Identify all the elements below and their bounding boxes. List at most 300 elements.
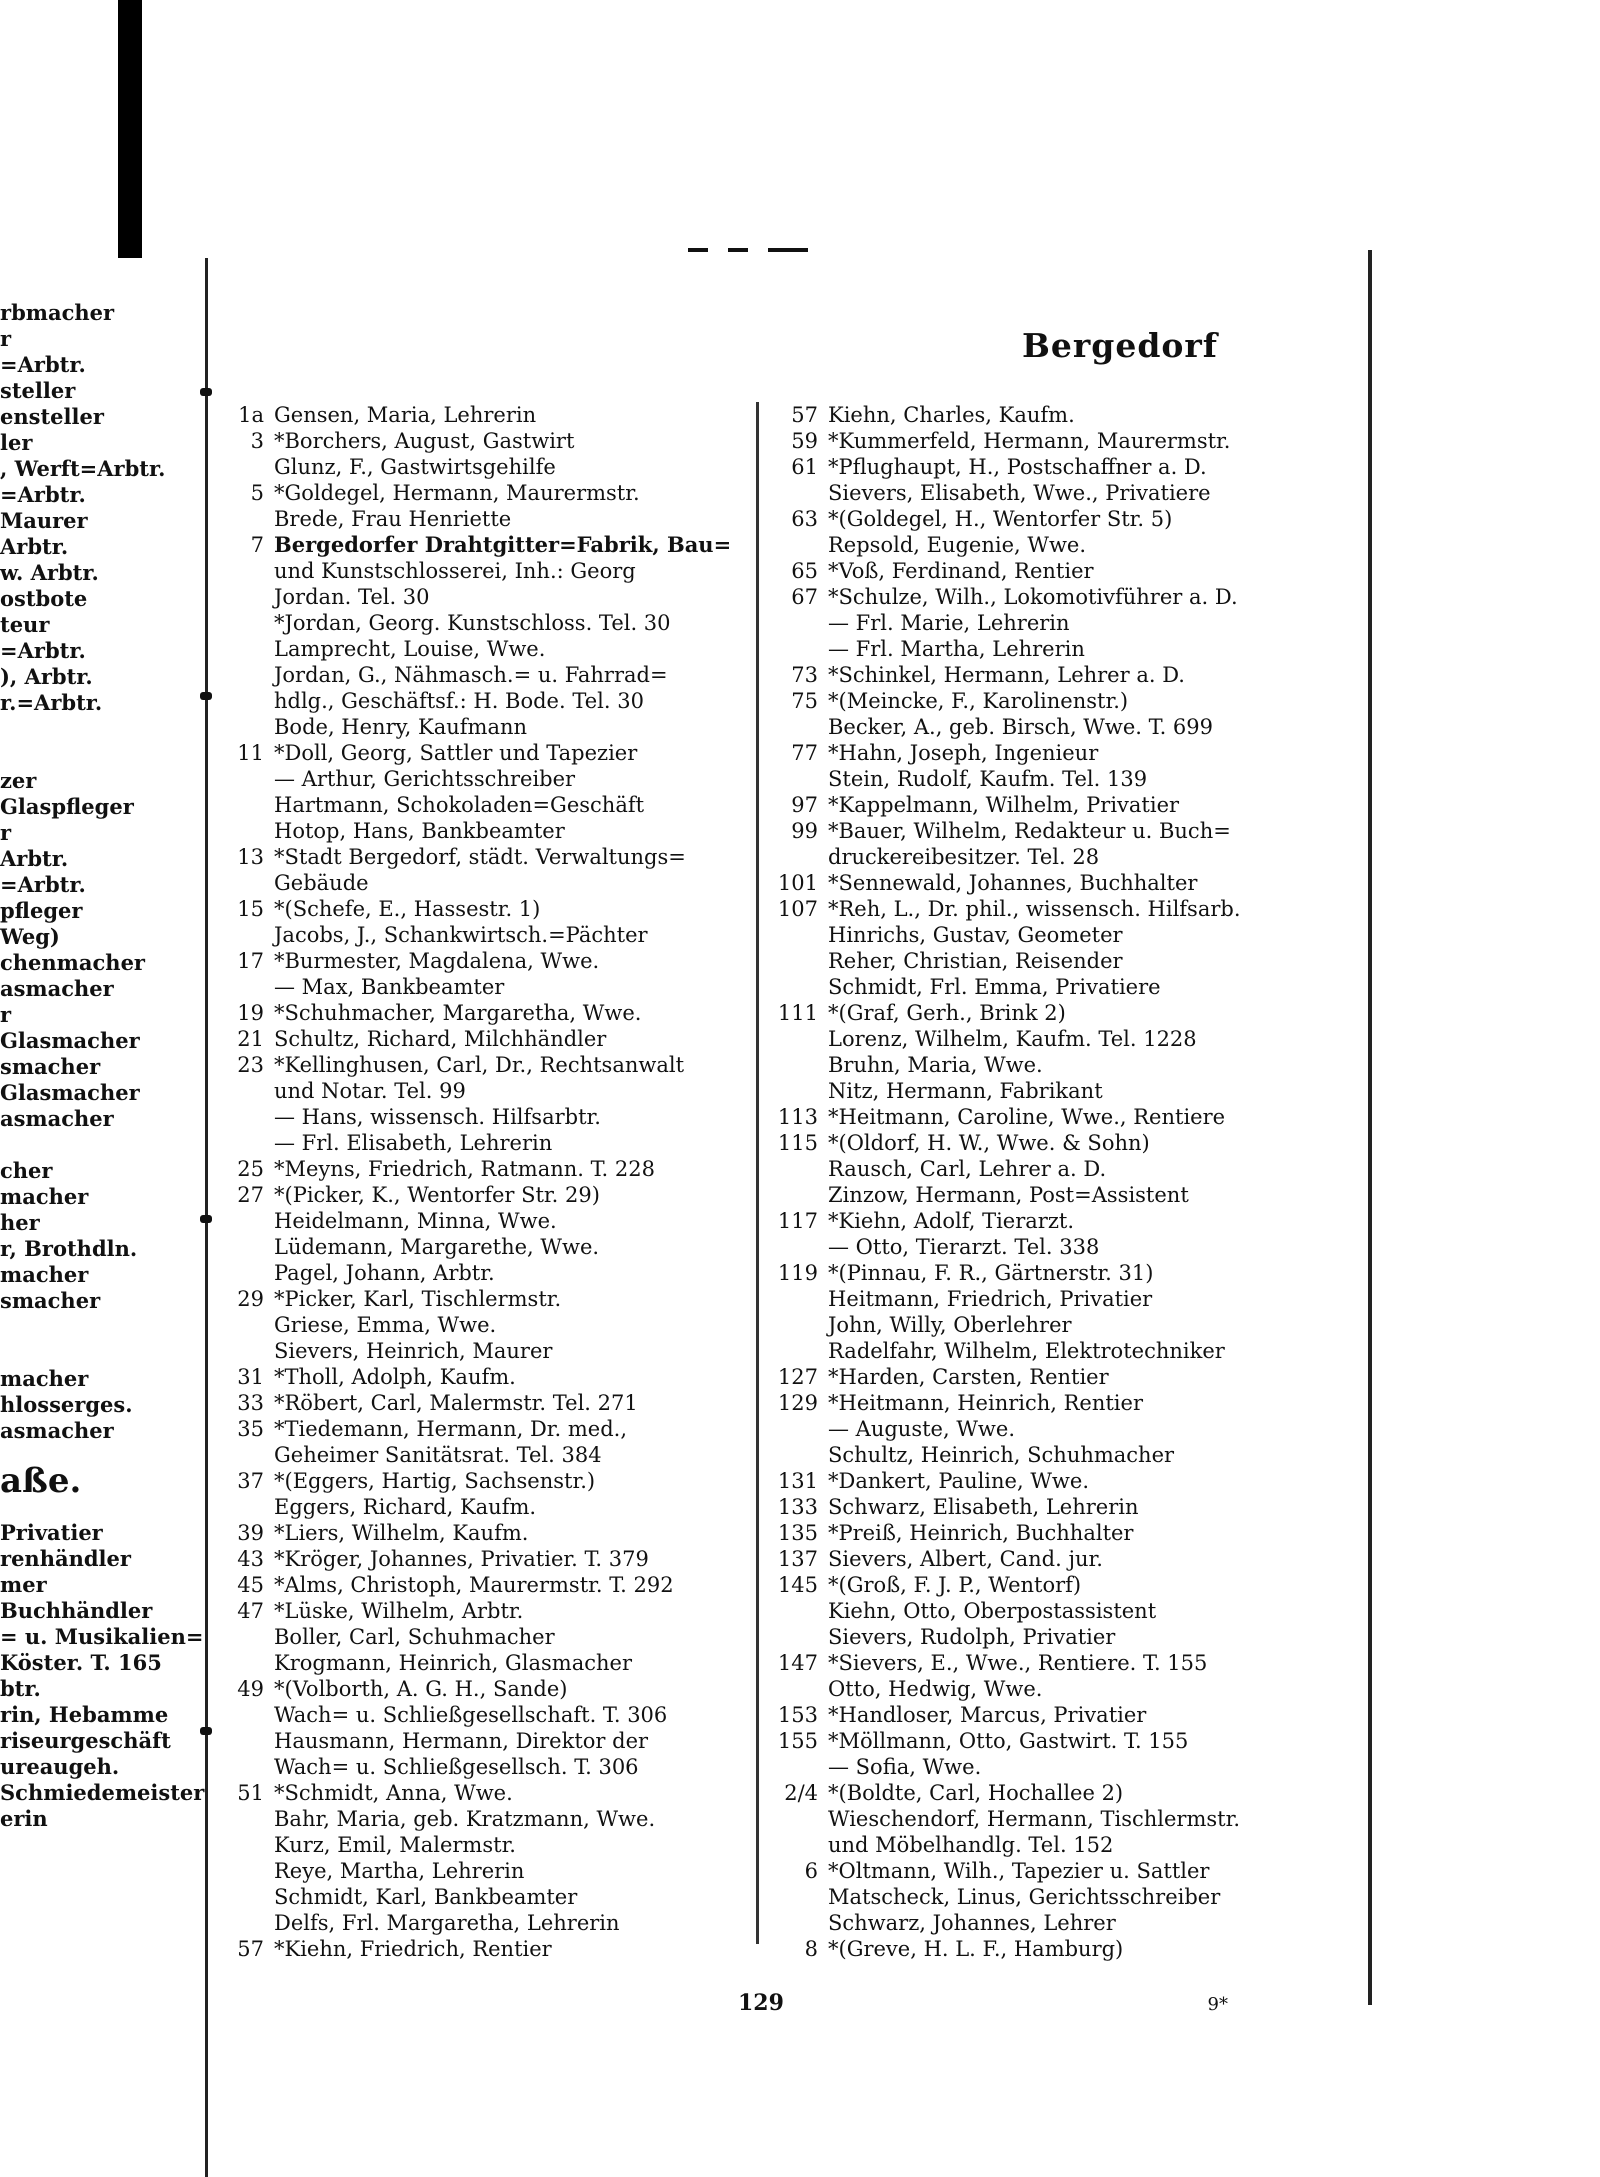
directory-entry [764,714,1364,740]
print-mark [688,248,708,252]
resident-text: *Goldegel, Hermann, Maurermstr. [274,481,640,505]
directory-entry [764,1494,1364,1520]
house-number: 117 [777,1209,818,1233]
resident-text: hdlg., Geschäftsf.: H. Bode. Tel. 30 [274,689,644,713]
resident-text: druckereibesitzer. Tel. 28 [828,845,1100,869]
scan-edge-strip [118,0,142,262]
directory-entry [764,740,1364,766]
directory-entry [764,402,1364,428]
resident-text: *(Pinnau, F. R., Gärtnerstr. 31) [828,1261,1154,1285]
house-number: 111 [777,1001,818,1025]
resident-text: *Dankert, Pauline, Wwe. [828,1469,1089,1493]
facing-page-line: =Arbtr. [0,638,86,663]
facing-page-line: asmacher [0,1418,114,1443]
directory-entry [220,714,750,740]
resident-text: Matscheck, Linus, Gerichtsschreiber [828,1885,1221,1909]
house-number: 131 [777,1469,818,1493]
directory-entry [220,480,750,506]
resident-text: Sievers, Elisabeth, Wwe., Privatiere [828,481,1211,505]
resident-text: Wach= u. Schließgesellschaft. T. 306 [274,1703,668,1727]
resident-text: Reher, Christian, Reisender [828,949,1123,973]
house-number: 119 [777,1261,818,1285]
directory-entry [764,1884,1364,1910]
facing-page-line: smacher [0,1288,101,1313]
resident-text: *Hahn, Joseph, Ingenieur [828,741,1099,765]
facing-page-line: Arbtr. [0,846,69,871]
directory-entry [764,1546,1364,1572]
house-number: 15 [237,897,264,921]
directory-entry [220,1052,750,1078]
house-number: 11 [237,741,264,765]
facing-page-line: btr. [0,1676,41,1701]
facing-page-line: r [0,326,12,351]
resident-text: — Frl. Marie, Lehrerin [828,611,1070,635]
directory-entry [764,1442,1364,1468]
resident-text: *(Greve, H. L. F., Hamburg) [828,1937,1124,1961]
house-number: 73 [791,663,818,687]
resident-text: Schmidt, Frl. Emma, Privatiere [828,975,1161,999]
directory-entry [764,948,1364,974]
resident-text: Delfs, Frl. Margaretha, Lehrerin [274,1911,620,1935]
house-number: 2/4 [784,1781,818,1805]
facing-page-line: Weg) [0,924,60,949]
resident-text: Gensen, Maria, Lehrerin [274,403,537,427]
house-number: 63 [791,507,818,531]
facing-page-line: macher [0,1262,89,1287]
directory-entry [764,1910,1364,1936]
facing-page-line: Arbtr. [0,534,69,559]
directory-entry [764,662,1364,688]
directory-entry [764,1598,1364,1624]
facing-page-line: Privatier [0,1520,103,1545]
directory-entry [764,1780,1364,1806]
house-number: 115 [777,1131,818,1155]
directory-entry [220,636,750,662]
resident-text: Schultz, Heinrich, Schuhmacher [828,1443,1175,1467]
directory-entry [220,1156,750,1182]
resident-text: *(Meincke, F., Karolinenstr.) [828,689,1129,713]
resident-text: *Stadt Bergedorf, städt. Verwaltungs= [274,845,686,869]
resident-text: und Notar. Tel. 99 [274,1079,466,1103]
facing-page-line: ler [0,430,33,455]
signature-mark: 9* [1207,1994,1228,2015]
resident-text: Bahr, Maria, geb. Kratzmann, Wwe. [274,1807,656,1831]
directory-entry [764,1390,1364,1416]
directory-entry [220,1624,750,1650]
directory-entry [220,1260,750,1286]
house-number: 101 [777,871,818,895]
directory-entry [220,948,750,974]
resident-text: Reye, Martha, Lehrerin [274,1859,525,1883]
directory-entry [220,1364,750,1390]
directory-entry [764,1182,1364,1208]
resident-text: *Schmidt, Anna, Wwe. [274,1781,513,1805]
resident-text: Sievers, Albert, Cand. jur. [828,1547,1103,1571]
facing-page-line: =Arbtr. [0,482,86,507]
directory-entry [764,1234,1364,1260]
house-number: 107 [777,897,818,921]
directory-entry [220,1208,750,1234]
resident-text: *Tiedemann, Hermann, Dr. med., [274,1417,628,1441]
house-number: 23 [237,1053,264,1077]
resident-text: Nitz, Hermann, Fabrikant [828,1079,1103,1103]
directory-entry [764,1416,1364,1442]
directory-entry [220,1520,750,1546]
resident-text: Schwarz, Johannes, Lehrer [828,1911,1116,1935]
facing-page-line: macher [0,1184,89,1209]
resident-text: Stein, Rudolf, Kaufm. Tel. 139 [828,767,1148,791]
resident-text: Wieschendorf, Hermann, Tischlermstr. [828,1807,1240,1831]
facing-page-line: Glasmacher [0,1028,140,1053]
directory-entry [764,558,1364,584]
directory-entry [220,610,750,636]
house-number: 75 [791,689,818,713]
house-number: 21 [237,1027,264,1051]
resident-text: *Oltmann, Wilh., Tapezier u. Sattler [828,1859,1210,1883]
directory-entry [764,1286,1364,1312]
directory-entry [764,1858,1364,1884]
resident-text: *Röbert, Carl, Malermstr. Tel. 271 [274,1391,638,1415]
directory-entry [220,506,750,532]
resident-text: *Alms, Christoph, Maurermstr. T. 292 [274,1573,674,1597]
resident-text: — Max, Bankbeamter [274,975,505,999]
directory-entry [764,1754,1364,1780]
directory-entry [764,584,1364,610]
resident-text: *(Groß, F. J. P., Wentorf) [828,1573,1082,1597]
house-number: 45 [237,1573,264,1597]
resident-text: Lüdemann, Margarethe, Wwe. [274,1235,600,1259]
print-mark [768,248,808,252]
binding-stitch [200,1215,212,1223]
resident-text: und Kunstschlosserei, Inh.: Georg [274,559,636,583]
resident-text: Kiehn, Charles, Kaufm. [828,403,1075,427]
column-divider [756,402,759,1944]
directory-entry [764,1936,1364,1962]
directory-entry [220,1702,750,1728]
resident-text: Schwarz, Elisabeth, Lehrerin [828,1495,1139,1519]
directory-entry [764,1676,1364,1702]
resident-text: — Auguste, Wwe. [828,1417,1015,1441]
resident-text: *(Volborth, A. G. H., Sande) [274,1677,568,1701]
directory-entry [220,1546,750,1572]
resident-text: *Tholl, Adolph, Kaufm. [274,1365,516,1389]
directory-entry [220,1598,750,1624]
binding-stitch [200,1727,212,1735]
house-number: 97 [791,793,818,817]
resident-text: *Kappelmann, Wilhelm, Privatier [828,793,1180,817]
facing-page-line: Köster. T. 165 [0,1650,162,1675]
directory-entry [220,1442,750,1468]
house-number: 137 [777,1547,818,1571]
facing-page-line: erin [0,1806,48,1831]
directory-entry [220,766,750,792]
facing-page-line: ostbote [0,586,88,611]
directory-entry [764,1832,1364,1858]
resident-text: *Liers, Wilhelm, Kaufm. [274,1521,529,1545]
resident-text: Eggers, Richard, Kaufm. [274,1495,537,1519]
directory-entry [220,532,750,558]
directory-entry [220,428,750,454]
house-number: 8 [804,1937,818,1961]
directory-entry [220,1858,750,1884]
house-number: 17 [237,949,264,973]
directory-entry [220,1104,750,1130]
directory-entry [764,1624,1364,1650]
house-number: 31 [237,1365,264,1389]
house-number: 37 [237,1469,264,1493]
resident-text: *Preiß, Heinrich, Buchhalter [828,1521,1134,1545]
resident-text: *(Graf, Gerh., Brink 2) [828,1001,1066,1025]
facing-page-line: her [0,1210,40,1235]
resident-text: *Heitmann, Heinrich, Rentier [828,1391,1143,1415]
directory-entry [220,1884,750,1910]
resident-text: *Kummerfeld, Hermann, Maurermstr. [828,429,1231,453]
resident-text: Hinrichs, Gustav, Geometer [828,923,1123,947]
resident-text: *Kiehn, Friedrich, Rentier [274,1937,552,1961]
resident-text: *Kellinghusen, Carl, Dr., Rechtsanwalt [274,1053,685,1077]
directory-entry [220,558,750,584]
resident-text: Lamprecht, Louise, Wwe. [274,637,546,661]
directory-entry [764,1052,1364,1078]
resident-text: Radelfahr, Wilhelm, Elektrotechniker [828,1339,1225,1363]
directory-entry [220,1390,750,1416]
resident-text: — Otto, Tierarzt. Tel. 338 [828,1235,1100,1259]
facing-page-line: asmacher [0,1106,114,1131]
house-number: 5 [250,481,264,505]
binding-stitch [200,388,212,396]
resident-text: Kurz, Emil, Malermstr. [274,1833,516,1857]
directory-entry [220,402,750,428]
facing-page-line: ), Arbtr. [0,664,93,689]
print-mark [728,248,748,252]
resident-text: *Sievers, E., Wwe., Rentiere. T. 155 [828,1651,1208,1675]
facing-page-line: Glaspfleger [0,794,134,819]
directory-entry [220,1676,750,1702]
directory-entry [764,1520,1364,1546]
resident-text: Wach= u. Schließgesellsch. T. 306 [274,1755,639,1779]
house-number: 77 [791,741,818,765]
house-number: 6 [804,1859,818,1883]
resident-text: *Kröger, Johannes, Privatier. T. 379 [274,1547,649,1571]
directory-entry [220,1338,750,1364]
directory-entry [220,1754,750,1780]
house-number: 39 [237,1521,264,1545]
house-number: 49 [237,1677,264,1701]
house-number: 29 [237,1287,264,1311]
house-number: 113 [777,1105,818,1129]
directory-entry [764,1650,1364,1676]
resident-text: *Heitmann, Caroline, Wwe., Rentiere [828,1105,1226,1129]
directory-entry [764,1338,1364,1364]
resident-text: Boller, Carl, Schuhmacher [274,1625,555,1649]
resident-text: Krogmann, Heinrich, Glasmacher [274,1651,632,1675]
facing-page-line: Schmiedemeister [0,1780,205,1805]
facing-page-line: riseurgeschäft [0,1728,171,1753]
resident-text: Bergedorfer Drahtgitter=Fabrik, Bau= [274,532,732,557]
resident-text: Sievers, Rudolph, Privatier [828,1625,1116,1649]
facing-page-heading: aße. [0,1461,82,1501]
resident-text: Griese, Emma, Wwe. [274,1313,497,1337]
facing-page-line: teur [0,612,50,637]
directory-entry [764,896,1364,922]
facing-page-line: , Werft=Arbtr. [0,456,166,481]
resident-text: Jordan. Tel. 30 [274,585,430,609]
resident-text: *Schinkel, Hermann, Lehrer a. D. [828,663,1185,687]
directory-entry [764,1468,1364,1494]
resident-text: *Picker, Karl, Tischlermstr. [274,1287,562,1311]
resident-text: *Burmester, Magdalena, Wwe. [274,949,600,973]
resident-text: *Schulze, Wilh., Lokomotivführer a. D. [828,585,1238,609]
directory-entry [764,688,1364,714]
resident-text: *(Eggers, Hartig, Sachsenstr.) [274,1469,596,1493]
directory-entry [220,792,750,818]
resident-text: *Voß, Ferdinand, Rentier [828,559,1094,583]
directory-column-left [220,402,750,1982]
directory-entry [764,766,1364,792]
facing-page-line: r.=Arbtr. [0,690,103,715]
house-number: 19 [237,1001,264,1025]
directory-entry [220,974,750,1000]
facing-page-line: rin, Hebamme [0,1702,169,1727]
resident-text: Pagel, Johann, Arbtr. [274,1261,495,1285]
facing-page-line: w. Arbtr. [0,560,99,585]
resident-text: *Pflughaupt, H., Postschaffner a. D. [828,455,1207,479]
house-number: 145 [777,1573,818,1597]
facing-page-line: =Arbtr. [0,872,86,897]
directory-entry [220,1494,750,1520]
house-number: 3 [250,429,264,453]
directory-entry [220,1650,750,1676]
house-number: 35 [237,1417,264,1441]
resident-text: Becker, A., geb. Birsch, Wwe. T. 699 [828,715,1214,739]
directory-entry [764,428,1364,454]
directory-entry [220,454,750,480]
facing-page-line: steller [0,378,76,403]
directory-entry [764,792,1364,818]
facing-page-line: ureaugeh. [0,1754,120,1779]
directory-entry [764,844,1364,870]
resident-text: *(Boldte, Carl, Hochallee 2) [828,1781,1124,1805]
facing-page-line: asmacher [0,976,114,1001]
directory-entry [220,1312,750,1338]
facing-page-line: hlosserges. [0,1392,133,1417]
resident-text: und Möbelhandlg. Tel. 152 [828,1833,1114,1857]
resident-text: *Schuhmacher, Margaretha, Wwe. [274,1001,642,1025]
resident-text: Lorenz, Wilhelm, Kaufm. Tel. 1228 [828,1027,1197,1051]
resident-text: *Meyns, Friedrich, Ratmann. T. 228 [274,1157,655,1181]
facing-page-line: smacher [0,1054,101,1079]
resident-text: *Jordan, Georg. Kunstschloss. Tel. 30 [274,611,671,635]
directory-entry [764,1702,1364,1728]
resident-text: *Möllmann, Otto, Gastwirt. T. 155 [828,1729,1189,1753]
house-number: 67 [791,585,818,609]
resident-text: Rausch, Carl, Lehrer a. D. [828,1157,1107,1181]
resident-text: John, Willy, Oberlehrer [828,1313,1072,1337]
directory-entry [220,1832,750,1858]
directory-entry [764,1260,1364,1286]
facing-page-line: r, Brothdln. [0,1236,138,1261]
directory-entry [764,1156,1364,1182]
facing-page-line: =Arbtr. [0,352,86,377]
facing-page-line: mer [0,1572,47,1597]
facing-page-line: pfleger [0,898,83,923]
resident-text: Brede, Frau Henriette [274,507,512,531]
facing-page-line: zer [0,768,37,793]
resident-text: Kiehn, Otto, Oberpostassistent [828,1599,1157,1623]
resident-text: *Harden, Carsten, Rentier [828,1365,1109,1389]
resident-text: Heidelmann, Minna, Wwe. [274,1209,557,1233]
house-number: 129 [777,1391,818,1415]
directory-entry [764,1104,1364,1130]
directory-entry [220,1416,750,1442]
directory-entry [220,1572,750,1598]
resident-text: — Frl. Elisabeth, Lehrerin [274,1131,553,1155]
directory-entry [220,1936,750,1962]
resident-text: Glunz, F., Gastwirtsgehilfe [274,455,556,479]
house-number: 155 [777,1729,818,1753]
directory-entry [220,1234,750,1260]
facing-page-line: = u. Musikalien= [0,1624,204,1649]
directory-entry [764,532,1364,558]
directory-entry [764,636,1364,662]
facing-page-line: r [0,1002,12,1027]
resident-text: *Doll, Georg, Sattler und Tapezier [274,741,638,765]
resident-text: Hartmann, Schokoladen=Geschäft [274,793,645,817]
resident-text: *Sennewald, Johannes, Buchhalter [828,871,1198,895]
facing-page-line: Maurer [0,508,88,533]
directory-entry [220,870,750,896]
directory-entry [764,506,1364,532]
house-number: 57 [237,1937,264,1961]
resident-text: — Frl. Martha, Lehrerin [828,637,1085,661]
directory-entry [220,740,750,766]
directory-entry [220,1728,750,1754]
directory-entry [220,1780,750,1806]
resident-text: *Reh, L., Dr. phil., wissensch. Hilfsarb. [828,897,1241,921]
directory-entry [220,1182,750,1208]
directory-entry [220,1078,750,1104]
directory-entry [764,870,1364,896]
resident-text: Heitmann, Friedrich, Privatier [828,1287,1153,1311]
directory-entry [764,1364,1364,1390]
resident-text: Zinzow, Hermann, Post=Assistent [828,1183,1189,1207]
house-number: 33 [237,1391,264,1415]
resident-text: Bode, Henry, Kaufmann [274,715,528,739]
resident-text: — Sofia, Wwe. [828,1755,982,1779]
page-number: 129 [738,1990,784,2016]
directory-entry [220,688,750,714]
house-number: 47 [237,1599,264,1623]
resident-text: Sievers, Heinrich, Maurer [274,1339,553,1363]
directory-entry [220,844,750,870]
resident-text: Otto, Hedwig, Wwe. [828,1677,1043,1701]
house-number: 1a [238,403,264,427]
resident-text: *(Oldorf, H. W., Wwe. & Sohn) [828,1131,1150,1155]
house-number: 25 [237,1157,264,1181]
resident-text: Jordan, G., Nähmasch.= u. Fahrrad= [274,663,668,687]
resident-text: *Borchers, August, Gastwirt [274,429,575,453]
house-number: 133 [777,1495,818,1519]
resident-text: Repsold, Eugenie, Wwe. [828,533,1087,557]
directory-entry [220,818,750,844]
resident-text: *Kiehn, Adolf, Tierarzt. [828,1209,1075,1233]
directory-entry [764,1130,1364,1156]
directory-entry [764,1806,1364,1832]
directory-entry [764,480,1364,506]
binding-stitch [200,692,212,700]
house-number: 57 [791,403,818,427]
directory-entry [220,1130,750,1156]
